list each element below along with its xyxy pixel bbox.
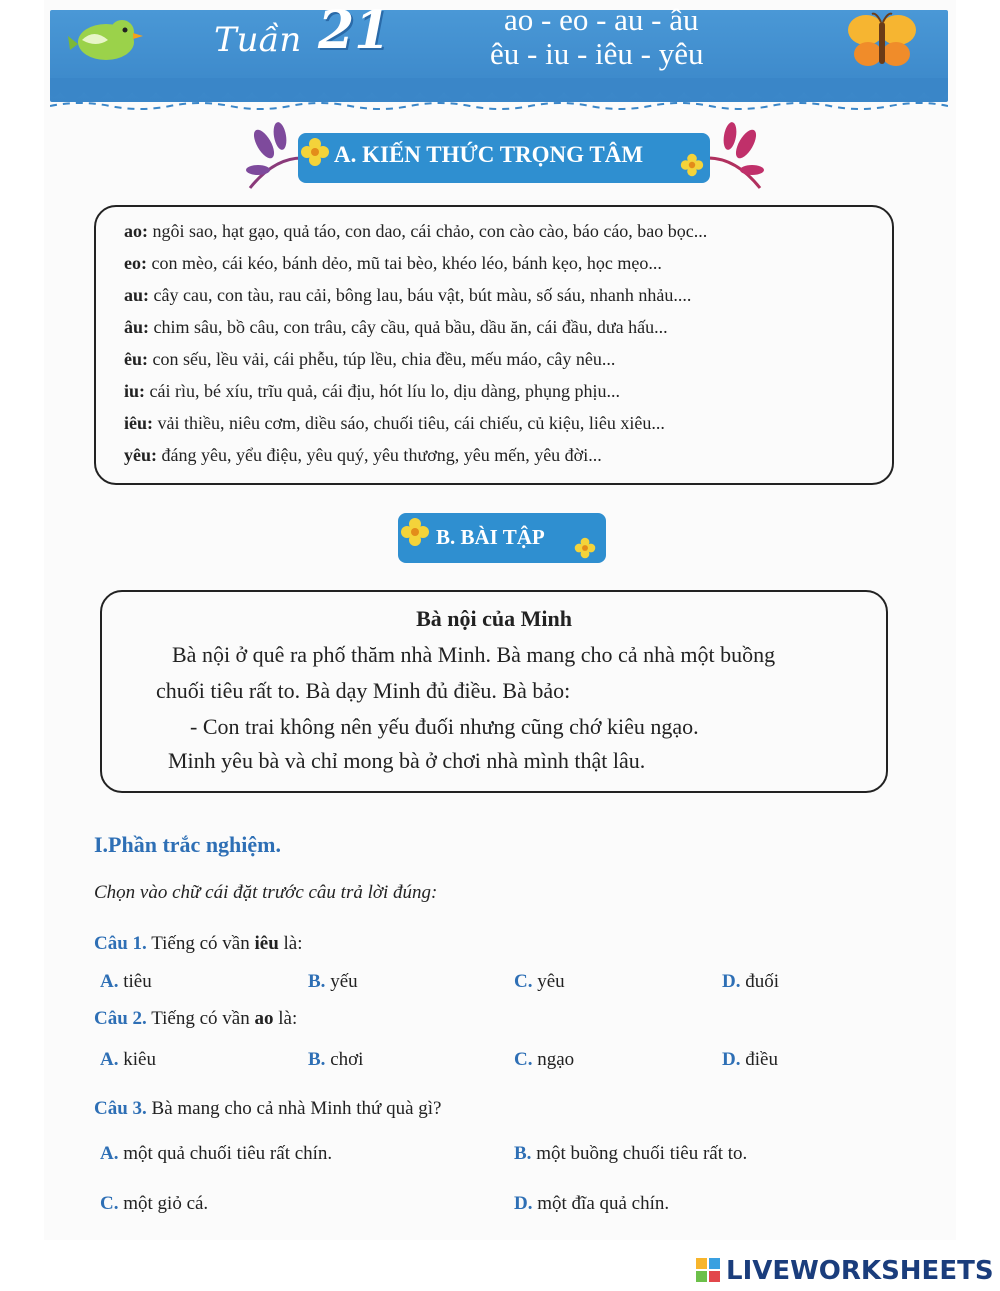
- section-b-title: B. BÀI TẬP: [436, 525, 545, 549]
- bird-icon: [68, 14, 144, 64]
- rhyme-label: au:: [124, 285, 150, 305]
- rhyme-row: [124, 317, 668, 338]
- quiz-section-title: I.Phần trắc nghiệm.: [94, 832, 281, 857]
- rhyme-words: con mèo, cái kéo, bánh dẻo, mũ tai bèo, khéo léo, bánh kẹo, học mẹo...: [146, 253, 662, 273]
- q1-option-b[interactable]: [308, 971, 358, 993]
- section-a-badge: [298, 133, 710, 183]
- rhyme-words: cái rìu, bé xíu, trĩu quả, cái địu, hót líu lo, dịu dàng, phụng phịu...: [145, 381, 620, 401]
- option-letter: D.: [722, 1049, 741, 1070]
- rhyme-row: [124, 253, 662, 274]
- q3-option-d[interactable]: [514, 1193, 669, 1215]
- liveworksheets-logo-text[interactable]: LIVEWORKSHEETS: [726, 1256, 994, 1286]
- question-2: [94, 1008, 297, 1030]
- question-text: Tiếng có vần: [146, 1008, 255, 1029]
- passage-line: - Con trai không nên yếu đuối nhưng cũng chớ kiêu ngạo.: [190, 714, 699, 739]
- option-text: yếu: [325, 971, 358, 992]
- option-letter: C.: [514, 971, 533, 992]
- flower-icon: [574, 537, 596, 559]
- q2-option-b[interactable]: [308, 1049, 363, 1071]
- q1-option-d[interactable]: [722, 971, 779, 993]
- rhyme-label: yêu:: [124, 445, 157, 465]
- rhyme-words: chim sâu, bồ câu, con trâu, cây cầu, quả bầu, dầu ăn, cái đầu, dưa hấu...: [149, 317, 668, 337]
- rhyme-row: [124, 221, 707, 242]
- rhymes-line-2: êu - iu - iêu - yêu: [490, 36, 704, 71]
- quiz-instruction: Chọn vào chữ cái đặt trước câu trả lời đúng:: [94, 882, 438, 903]
- option-text: đuối: [740, 971, 780, 992]
- question-1: [94, 933, 303, 955]
- rhyme-label: âu:: [124, 317, 150, 337]
- flower-icon: [300, 137, 330, 167]
- rhyme-label: ao:: [124, 221, 148, 241]
- option-letter: D.: [514, 1193, 533, 1214]
- q3-option-a[interactable]: [100, 1143, 332, 1165]
- passage-line: Bà nội ở quê ra phố thăm nhà Minh. Bà mang cho cả nhà một buồng: [172, 642, 776, 667]
- option-letter: A.: [100, 1049, 119, 1070]
- rhyme-row: [124, 285, 691, 306]
- rhyme-row: [124, 445, 602, 466]
- rhymes-line-1: ao - eo - au - âu: [504, 2, 699, 37]
- option-text: điều: [740, 1049, 778, 1070]
- rhyme-label: êu:: [124, 349, 148, 369]
- rhyme-words: đáng yêu, yểu điệu, yêu quý, yêu thương, yêu mến, yêu đời...: [157, 445, 602, 465]
- option-letter: B.: [308, 1049, 326, 1070]
- passage-title: Bà nội của Minh: [416, 606, 572, 631]
- section-a-title: A. KIẾN THỨC TRỌNG TÂM: [334, 142, 644, 167]
- question-text: Tiếng có vần: [146, 933, 255, 954]
- rhyme-label: eo:: [124, 253, 147, 273]
- knowledge-box: [94, 205, 894, 485]
- rhyme-row: [124, 413, 665, 434]
- flower-icon: [400, 517, 430, 547]
- liveworksheets-logo-icon: [696, 1258, 720, 1282]
- leaf-branch-icon: [706, 118, 766, 190]
- option-letter: D.: [722, 971, 741, 992]
- option-text: một buồng chuối tiêu rất to.: [531, 1143, 748, 1164]
- q1-option-a[interactable]: [100, 971, 152, 993]
- question-text: Bà mang cho cả nhà Minh thứ quà gì?: [146, 1098, 442, 1119]
- banner-scallop-edge: [50, 78, 948, 118]
- flower-icon: [680, 153, 704, 177]
- rhyme-words: vải thiều, niêu cơm, diều sáo, chuối tiêu, cái chiếu, củ kiệu, liêu xiêu...: [153, 413, 665, 433]
- question-label: Câu 1.: [94, 933, 147, 954]
- rhyme-label: iu:: [124, 381, 146, 401]
- option-text: một đĩa quả chín.: [532, 1193, 670, 1214]
- question-label: Câu 2.: [94, 1008, 147, 1029]
- option-text: chơi: [325, 1049, 364, 1070]
- option-letter: A.: [100, 971, 119, 992]
- rhyme-words: ngôi sao, hạt gạo, quả táo, con dao, cái chảo, con cào cào, báo cáo, bao bọc...: [148, 221, 708, 241]
- question-3: [94, 1098, 442, 1120]
- option-text: một giỏ cá.: [118, 1193, 209, 1214]
- option-letter: C.: [514, 1049, 533, 1070]
- question-text: là:: [278, 933, 303, 954]
- option-text: một quả chuối tiêu rất chín.: [118, 1143, 333, 1164]
- rhyme-row: [124, 381, 620, 402]
- question-keyword: iêu: [254, 933, 279, 954]
- option-text: yêu: [532, 971, 565, 992]
- butterfly-icon: [846, 12, 918, 70]
- question-keyword: ao: [254, 1008, 274, 1029]
- rhyme-words: con sếu, lều vải, cái phễu, túp lều, chia đều, mếu máo, cây nêu...: [148, 349, 616, 369]
- passage-line: Minh yêu bà và chỉ mong bà ở chơi nhà mình thật lâu.: [168, 748, 646, 773]
- option-text: kiêu: [118, 1049, 156, 1070]
- week-number: 21: [318, 0, 391, 61]
- reading-passage-box: [100, 590, 888, 793]
- question-text: là:: [273, 1008, 298, 1029]
- week-label: Tuần: [214, 20, 302, 60]
- option-text: ngạo: [532, 1049, 575, 1070]
- q2-option-d[interactable]: [722, 1049, 778, 1071]
- rhyme-label: iêu:: [124, 413, 153, 433]
- section-b-badge: [398, 513, 606, 563]
- rhyme-words: cây cau, con tàu, rau cải, bông lau, báu vật, bút màu, số sáu, nhanh nhảu....: [149, 285, 692, 305]
- q2-option-c[interactable]: [514, 1049, 574, 1071]
- option-letter: B.: [308, 971, 326, 992]
- option-letter: C.: [100, 1193, 119, 1214]
- rhyme-row: [124, 349, 615, 370]
- passage-line: chuối tiêu rất to. Bà dạy Minh đủ điều. Bà bảo:: [156, 678, 571, 703]
- q2-option-a[interactable]: [100, 1049, 156, 1071]
- q3-option-b[interactable]: [514, 1143, 747, 1165]
- question-label: Câu 3.: [94, 1098, 147, 1119]
- q1-option-c[interactable]: [514, 971, 565, 993]
- option-letter: B.: [514, 1143, 532, 1164]
- option-text: tiêu: [118, 971, 152, 992]
- q3-option-c[interactable]: [100, 1193, 208, 1215]
- option-letter: A.: [100, 1143, 119, 1164]
